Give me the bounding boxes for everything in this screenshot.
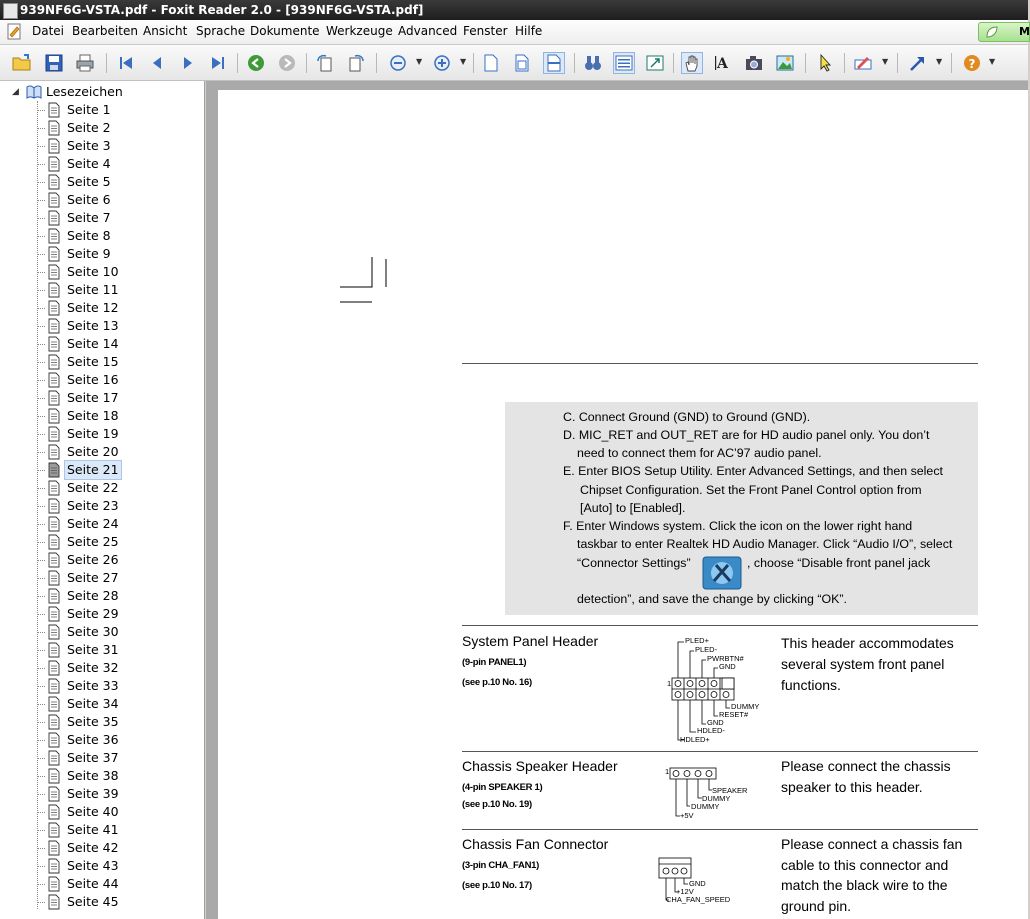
bookmark-label: Seite 20: [67, 444, 119, 459]
bookmarks-root-label: Lesezeichen: [46, 84, 123, 99]
page-bookmark-icon: [46, 534, 62, 550]
document-view[interactable]: [206, 81, 1028, 919]
page-bookmark-icon: [46, 588, 62, 604]
fan-speed-label: CHA_FAN_SPEED: [666, 895, 731, 904]
menu-bearbeiten[interactable]: Bearbeiten: [72, 24, 138, 38]
bookmark-label: Seite 10: [67, 264, 119, 279]
step-e-line2: Chipset Configuration. Set the Front Panel Control option from: [580, 483, 922, 497]
section-rule: [462, 829, 978, 830]
toolbar-separator: [951, 53, 952, 73]
toolbar-separator: [673, 53, 674, 73]
page-bookmark-icon: [46, 264, 62, 280]
fan-gnd-label: GND: [689, 879, 706, 888]
bookmark-label: Seite 13: [67, 318, 119, 333]
page-bookmark-icon: [46, 444, 62, 460]
bookmark-label: Seite 2: [67, 120, 111, 135]
speaker-desc-1: Please connect the chassis: [781, 758, 951, 774]
bookmark-label: Seite 16: [67, 372, 119, 387]
tree-connector: [37, 164, 45, 165]
bookmark-label: Seite 18: [67, 408, 119, 423]
connector-settings-icon: [702, 556, 742, 590]
step-d-line1: D. MIC_RET and OUT_RET are for HD audio panel only. You don’t: [563, 428, 930, 442]
bookmark-label: Seite 40: [67, 804, 119, 819]
page-bookmark-icon: [46, 660, 62, 676]
page-bookmark-icon: [46, 210, 62, 226]
tree-connector: [37, 704, 45, 705]
bookmark-label: Seite 36: [67, 732, 119, 747]
bookmark-label: Seite 35: [67, 714, 119, 729]
step-f-line3b: , choose “Disable front panel jack: [747, 556, 931, 570]
gnd-bottom-label: GND: [707, 718, 724, 727]
section-rule: [462, 625, 978, 626]
tree-connector: [37, 398, 45, 399]
fan-ref: (see p.10 No. 17): [462, 880, 532, 891]
tree-connector: [37, 470, 45, 471]
fan-desc-3: match the black wire to the: [781, 877, 948, 893]
tree-connector: [37, 290, 45, 291]
window-title: 939NF6G-VSTA.pdf - Foxit Reader 2.0 - [939NF6G-VSTA.pdf]: [20, 3, 424, 17]
system-panel-desc-3: functions.: [781, 677, 841, 693]
tree-connector: [37, 524, 45, 525]
bookmark-label: Seite 33: [67, 678, 119, 693]
tree-connector: [37, 434, 45, 435]
dummy2-label: DUMMY: [691, 802, 720, 811]
menu-hilfe[interactable]: Hilfe: [515, 24, 543, 38]
page-bookmark-icon: [46, 246, 62, 262]
crop-mark: [338, 255, 398, 315]
fan-12v-label: +12V: [676, 887, 694, 896]
save-icon[interactable]: [44, 53, 64, 73]
reset-label: RESET#: [719, 710, 749, 719]
tree-connector: [37, 614, 45, 615]
bookmark-label: Seite 32: [67, 660, 119, 675]
pled-plus-label: PLED+: [685, 636, 709, 645]
page-bookmark-icon: [46, 876, 62, 892]
tree-connector: [37, 578, 45, 579]
tree-connector: [37, 560, 45, 561]
bookmark-label: Seite 27: [67, 570, 119, 585]
page-bookmark-icon: [46, 552, 62, 568]
step-e-line1: E. Enter BIOS Setup Utility. Enter Advanced Settings, and then select: [563, 464, 943, 478]
toolbar-separator: [897, 53, 898, 73]
page-bookmark-icon: [46, 786, 62, 802]
bookmark-label: Seite 23: [67, 498, 119, 513]
page-bookmark-icon: [46, 300, 62, 316]
tree-connector: [37, 146, 45, 147]
zoom-in-icon[interactable]: [432, 53, 452, 73]
tree-connector: [37, 632, 45, 633]
bookmark-label: Seite 34: [67, 696, 119, 711]
toolbar-separator: [844, 53, 845, 73]
open-folder-icon[interactable]: [12, 53, 32, 73]
bookmark-label: Seite 6: [67, 192, 111, 207]
pled-minus-label: PLED-: [695, 645, 718, 654]
toolbar-separator: [376, 53, 377, 73]
system-panel-desc-1: This header accommodates: [781, 635, 954, 651]
tree-connector: [37, 452, 45, 453]
tree-connector: [37, 218, 45, 219]
hand-tool-icon[interactable]: [682, 53, 702, 73]
page-bookmark-icon: [46, 138, 62, 154]
bookmarks-book-icon: [26, 85, 42, 99]
fan-desc-1: Please connect a chassis fan: [781, 836, 963, 852]
tree-connector: [37, 812, 45, 813]
tree-connector: [37, 110, 45, 111]
bookmark-label: Seite 1: [67, 102, 111, 117]
system-panel-desc-2: several system front panel: [781, 656, 945, 672]
toolbar-separator: [306, 53, 307, 73]
bookmark-label: Seite 25: [67, 534, 119, 549]
menu-ansicht[interactable]: Ansicht: [143, 24, 188, 38]
rotate-right-icon[interactable]: [346, 53, 366, 73]
tree-connector: [37, 542, 45, 543]
hdled-plus-label: HDLED+: [680, 735, 710, 744]
tree-connector: [37, 380, 45, 381]
speaker-pin: (4-pin SPEAKER 1): [462, 782, 543, 793]
page-bookmark-icon: [46, 750, 62, 766]
speaker-ref: (see p.10 No. 19): [462, 799, 532, 810]
step-f-line1: F. Enter Windows system. Click the icon on the lower right hand: [563, 519, 913, 533]
bookmark-label: Seite 24: [67, 516, 119, 531]
chevron-down-icon[interactable]: ▼: [936, 57, 943, 66]
bookmark-label: Seite 12: [67, 300, 119, 315]
speaker-title: Chassis Speaker Header: [462, 758, 618, 774]
page-bookmark-icon: [46, 606, 62, 622]
page-bookmark-icon: [46, 804, 62, 820]
system-panel-pin: (9-pin PANEL1): [462, 657, 527, 668]
fit-width-icon[interactable]: [544, 53, 564, 73]
dummy-label: DUMMY: [731, 702, 760, 711]
bookmark-label: Seite 30: [67, 624, 119, 639]
hdled-minus-label: HDLED-: [697, 726, 725, 735]
speaker-label: SPEAKER: [712, 786, 748, 795]
tree-connector: [37, 722, 45, 723]
bookmark-label: Seite 21: [67, 462, 119, 477]
bookmark-label: Seite 17: [67, 390, 119, 405]
toolbar-separator: [106, 53, 107, 73]
tree-connector: [37, 596, 45, 597]
page-bookmark-icon: [46, 120, 62, 136]
svg-text:?: ?: [968, 57, 976, 71]
bookmark-label: Seite 26: [67, 552, 119, 567]
zoom-out-icon[interactable]: [388, 53, 408, 73]
bookmark-label: Seite 43: [67, 858, 119, 873]
tree-connector: [37, 182, 45, 183]
menu-datei[interactable]: Datei: [32, 24, 65, 38]
snapshot-camera-icon[interactable]: [744, 53, 764, 73]
update-button-label: M: [1019, 25, 1030, 38]
next-page-icon[interactable]: [178, 53, 198, 73]
tree-connector: [37, 344, 45, 345]
menu-advanced[interactable]: Advanced: [398, 24, 458, 38]
pdf-page: [218, 90, 1028, 919]
link-arrow-icon[interactable]: [908, 53, 928, 73]
step-f-line2: taskbar to enter Realtek HD Audio Manager. Click “Audio I/O”, select: [577, 537, 953, 551]
page-bookmark-icon: [46, 498, 62, 514]
image-select-icon[interactable]: [775, 53, 795, 73]
print-icon[interactable]: [75, 53, 95, 73]
page-bookmark-icon: [46, 480, 62, 496]
bookmark-label: Seite 31: [67, 642, 119, 657]
svg-text:A: A: [717, 56, 728, 72]
dummy1-label: DUMMY: [702, 794, 731, 803]
menu-sprache[interactable]: Sprache: [196, 24, 246, 38]
chevron-down-icon[interactable]: ▼: [416, 57, 423, 66]
collapse-toggle-icon[interactable]: ◢: [12, 87, 19, 97]
step-d-line2: need to connect them for AC’97 audio panel.: [577, 446, 822, 460]
menu-fenster[interactable]: Fenster: [463, 24, 508, 38]
page-bookmark-icon: [46, 714, 62, 730]
bookmark-label: Seite 22: [67, 480, 119, 495]
fit-page-icon[interactable]: [512, 53, 532, 73]
page-bookmark-icon: [46, 318, 62, 334]
tree-connector: [37, 254, 45, 255]
toolbar-separator: [473, 53, 474, 73]
page-bookmark-icon: [46, 462, 62, 478]
tree-connector: [37, 128, 45, 129]
bookmarks-panel-icon[interactable]: [614, 53, 634, 73]
update-button[interactable]: [978, 22, 1030, 42]
page-bookmark-icon: [46, 372, 62, 388]
bookmark-label: Seite 37: [67, 750, 119, 765]
system-panel-ref: (see p.10 No. 16): [462, 677, 532, 688]
first-page-icon[interactable]: [116, 53, 136, 73]
last-page-icon[interactable]: [208, 53, 228, 73]
speaker-desc-2: speaker to this header.: [781, 779, 923, 795]
bookmark-label: Seite 44: [67, 876, 119, 891]
speaker-pin1-label: 1: [665, 767, 670, 776]
page-bookmark-icon: [46, 516, 62, 532]
gnd-top-label: GND: [719, 662, 736, 671]
tree-connector: [37, 416, 45, 417]
bookmark-label: Seite 5: [67, 174, 111, 189]
tree-connector: [37, 200, 45, 201]
help-icon[interactable]: [962, 53, 982, 73]
toolbar-separator: [574, 53, 575, 73]
tree-guide-line: [37, 101, 38, 909]
back-icon[interactable]: [246, 53, 266, 73]
tree-connector: [37, 668, 45, 669]
tree-connector: [37, 776, 45, 777]
tree-connector: [37, 308, 45, 309]
system-panel-title: System Panel Header: [462, 633, 599, 649]
fan-desc-4: ground pin.: [781, 898, 852, 914]
bookmark-label: Seite 28: [67, 588, 119, 603]
page-bookmark-icon: [46, 624, 62, 640]
page-bookmark-icon: [46, 102, 62, 118]
bookmark-label: Seite 4: [67, 156, 111, 171]
tree-connector: [37, 830, 45, 831]
page-bookmark-icon: [46, 174, 62, 190]
page-bookmark-icon: [46, 678, 62, 694]
bookmark-label: Seite 19: [67, 426, 119, 441]
menu-werkzeuge[interactable]: Werkzeuge: [326, 24, 393, 38]
tree-connector: [37, 902, 45, 903]
page-bookmark-icon: [46, 354, 62, 370]
bookmark-label: Seite 29: [67, 606, 119, 621]
page-bookmark-icon: [46, 426, 62, 442]
menu-bar: [0, 20, 1028, 45]
foxit-app-icon[interactable]: [6, 23, 22, 40]
step-c: C. Connect Ground (GND) to Ground (GND).: [563, 410, 811, 424]
tree-connector: [37, 740, 45, 741]
forward-icon[interactable]: [277, 53, 297, 73]
title-bar: [0, 0, 1028, 20]
page-bookmark-icon: [46, 858, 62, 874]
previous-page-icon[interactable]: [147, 53, 167, 73]
pin1-label: 1: [667, 679, 672, 688]
main-toolbar: [0, 45, 1028, 81]
fan-pin: (3-pin CHA_FAN1): [462, 860, 540, 871]
page-bookmark-icon: [46, 570, 62, 586]
page-bookmark-icon: [46, 336, 62, 352]
actual-size-icon[interactable]: [481, 53, 501, 73]
section-rule: [462, 751, 978, 752]
toolbar-separator: [805, 53, 806, 73]
chevron-down-icon[interactable]: ▼: [460, 57, 467, 66]
fan-desc-2: cable to this connector and: [781, 857, 949, 873]
leaf-icon: [985, 25, 999, 39]
page-bookmark-icon: [46, 732, 62, 748]
page-bookmark-icon: [46, 822, 62, 838]
bookmark-label: Seite 39: [67, 786, 119, 801]
header-rule: [462, 363, 978, 364]
select-arrow-icon[interactable]: [815, 53, 835, 73]
full-screen-icon[interactable]: [645, 53, 665, 73]
bookmark-label: Seite 42: [67, 840, 119, 855]
tree-connector: [37, 650, 45, 651]
select-text-icon[interactable]: [713, 53, 733, 73]
rotate-left-icon[interactable]: [315, 53, 335, 73]
tree-connector: [37, 326, 45, 327]
bookmark-label: Seite 8: [67, 228, 111, 243]
bookmark-label: Seite 41: [67, 822, 119, 837]
menu-dokumente[interactable]: Dokumente: [250, 24, 320, 38]
pwrbtn-label: PWRBTN#: [707, 654, 744, 663]
tree-connector: [37, 866, 45, 867]
pdf-file-icon: [3, 3, 18, 19]
tree-connector: [37, 272, 45, 273]
page-bookmark-icon: [46, 696, 62, 712]
tree-connector: [37, 488, 45, 489]
bookmarks-panel: [0, 81, 205, 919]
tree-connector: [37, 884, 45, 885]
plus5v-label: +5V: [680, 811, 694, 820]
page-bookmark-icon: [46, 840, 62, 856]
chevron-down-icon[interactable]: ▼: [989, 57, 996, 66]
page-bookmark-icon: [46, 408, 62, 424]
typewriter-icon[interactable]: [853, 53, 873, 73]
step-f-line3a: “Connector Settings”: [577, 556, 691, 570]
page-bookmark-icon: [46, 156, 62, 172]
tree-connector: [37, 506, 45, 507]
tree-connector: [37, 758, 45, 759]
bookmark-label: Seite 7: [67, 210, 111, 225]
bookmark-label: Seite 38: [67, 768, 119, 783]
fan-title: Chassis Fan Connector: [462, 836, 609, 852]
bookmark-label: Seite 9: [67, 246, 111, 261]
tree-connector: [37, 686, 45, 687]
tree-connector: [37, 794, 45, 795]
bookmark-label: Seite 15: [67, 354, 119, 369]
page-bookmark-icon: [46, 894, 62, 910]
tree-connector: [37, 362, 45, 363]
find-binoculars-icon[interactable]: [583, 53, 603, 73]
step-e-line3: [Auto] to [Enabled].: [580, 501, 686, 515]
page-bookmark-icon: [46, 282, 62, 298]
page-bookmark-icon: [46, 228, 62, 244]
tree-connector: [37, 848, 45, 849]
page-bookmark-icon: [46, 642, 62, 658]
chevron-down-icon[interactable]: ▼: [882, 57, 889, 66]
bookmark-label: Seite 11: [67, 282, 119, 297]
page-bookmark-icon: [46, 192, 62, 208]
page-bookmark-icon: [46, 390, 62, 406]
page-bookmark-icon: [46, 768, 62, 784]
tree-connector: [37, 236, 45, 237]
bookmark-label: Seite 3: [67, 138, 111, 153]
bookmark-label: Seite 14: [67, 336, 119, 351]
step-f-line4: detection”, and save the change by clicking “OK”.: [577, 592, 847, 606]
bookmark-label: Seite 45: [67, 894, 119, 909]
toolbar-separator: [237, 53, 238, 73]
